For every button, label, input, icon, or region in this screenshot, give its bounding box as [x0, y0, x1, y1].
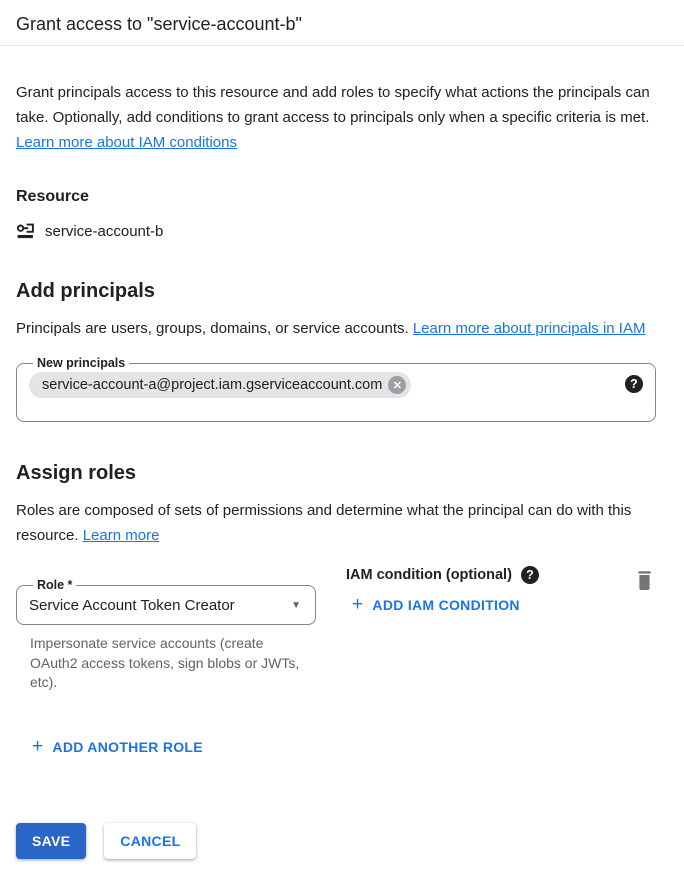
dialog-body: [0, 80, 684, 859]
role-select[interactable]: [16, 578, 316, 625]
assign-roles-heading: Assign roles: [16, 462, 137, 484]
resource-heading: Resource: [16, 188, 89, 205]
principals-help-icon[interactable]: ?: [625, 375, 643, 393]
role-label: Role *: [37, 578, 73, 592]
new-principals-field[interactable]: [16, 356, 656, 422]
service-account-icon: [16, 223, 36, 240]
plus-icon: +: [352, 594, 364, 615]
principal-chip-label: service-account-a@project.iam.gserviceaccount.com: [42, 377, 383, 393]
cancel-button[interactable]: CANCEL: [104, 823, 196, 859]
principals-learn-more-link[interactable]: Learn more about principals in IAM: [412, 320, 646, 337]
chevron-down-icon: ▼: [291, 600, 301, 611]
role-value: Service Account Token Creator: [29, 597, 235, 614]
principals-field-content: [29, 372, 643, 398]
condition-label: IAM condition (optional): [346, 567, 512, 583]
role-column: [16, 563, 316, 693]
chip-remove-icon[interactable]: ✕: [388, 376, 406, 394]
principals-text: Principals are users, groups, domains, or service accounts.: [16, 320, 413, 337]
add-principals-heading: Add principals: [16, 280, 155, 302]
dialog-actions: [16, 823, 668, 859]
role-row: [16, 563, 668, 693]
add-iam-condition-label: ADD IAM CONDITION: [372, 597, 520, 613]
resource-name: service-account-b: [45, 223, 164, 240]
add-another-role-button[interactable]: [32, 735, 203, 757]
condition-column: [346, 563, 539, 615]
plus-icon: +: [32, 735, 44, 757]
role-helper-text: Impersonate service accounts (create OAuth2 access tokens, sign blobs or JWTs, etc).: [30, 635, 300, 690]
add-another-role-label: ADD ANOTHER ROLE: [52, 738, 203, 755]
role-select-content: [29, 594, 303, 614]
page-title: Grant access to "service-account-b": [16, 14, 302, 34]
new-principals-label: New principals: [37, 356, 126, 370]
roles-description: [16, 498, 666, 548]
condition-help-icon[interactable]: ?: [521, 566, 539, 584]
intro-paragraph: [16, 80, 666, 155]
dialog-header: [0, 0, 684, 46]
principal-chip: [29, 372, 411, 398]
roles-text: Roles are composed of sets of permissions and determine what the principal can do with this resource.: [16, 502, 632, 544]
intro-text: Grant principals access to this resource and add roles to specify what actions the principals can take. Optionally, add conditions to grant access to principals only when a specific criteria is met.: [16, 84, 650, 126]
principals-description: [16, 316, 666, 341]
resource-row: [16, 223, 668, 240]
roles-learn-more-link[interactable]: Learn more: [82, 527, 160, 544]
iam-conditions-link[interactable]: Learn more about IAM conditions: [16, 134, 237, 151]
save-button[interactable]: SAVE: [16, 823, 86, 859]
add-iam-condition-button[interactable]: [352, 594, 520, 615]
delete-role-button[interactable]: [635, 570, 654, 591]
trash-icon: [635, 579, 654, 594]
condition-label-row: [346, 566, 539, 584]
